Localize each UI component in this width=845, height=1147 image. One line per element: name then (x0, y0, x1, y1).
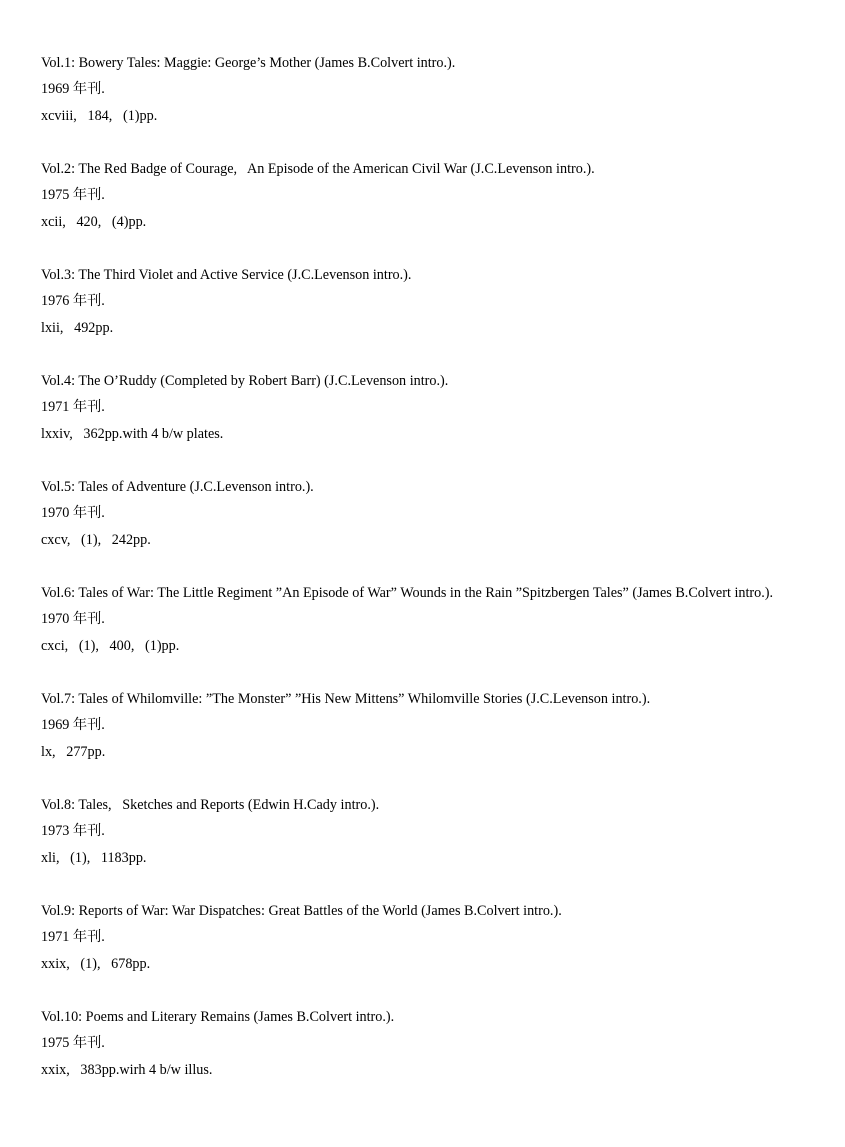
volume-title: Vol.2: The Red Badge of Courage, An Episode of the American Civil War (J.C.Levenson intro.). (41, 161, 595, 177)
volume-year: 1975 年刊. (41, 187, 105, 204)
volume-year: 1969 年刊. (41, 81, 105, 98)
volume-pages: xcviii, 184, (1)pp. (41, 107, 158, 124)
volume-entry (41, 50, 831, 156)
volume-pages: cxci, (1), 400, (1)pp. (41, 637, 180, 654)
volume-title: Vol.8: Tales, Sketches and Reports (Edwin H.Cady intro.). (41, 797, 380, 813)
volume-pages: xli, (1), 1183pp. (41, 849, 147, 866)
volume-year: 1970 年刊. (41, 611, 105, 628)
volume-title: Vol.6: Tales of War: The Little Regiment ”An Episode of War” Wounds in the Rain ”Spitzbergen Tales” (James B.Colvert intro.). (41, 585, 774, 601)
volume-pages: xxix, 383pp.wirh 4 b/w illus. (41, 1061, 213, 1078)
volume-entry (41, 474, 831, 580)
volume-year: 1970 年刊. (41, 505, 105, 522)
volume-pages: xxix, (1), 678pp. (41, 955, 151, 972)
volume-title: Vol.1: Bowery Tales: Maggie: George’s Mother (James B.Colvert intro.). (41, 55, 456, 71)
volume-year: 1973 年刊. (41, 823, 105, 840)
volume-entry (41, 580, 831, 686)
volume-pages: lx, 277pp. (41, 743, 106, 760)
volume-year: 1971 年刊. (41, 399, 105, 416)
volume-entry (41, 792, 831, 898)
volume-year: 1976 年刊. (41, 293, 105, 310)
volume-entry (41, 898, 831, 1004)
volume-entry (41, 156, 831, 262)
volume-title: Vol.5: Tales of Adventure (J.C.Levenson intro.). (41, 479, 314, 495)
volume-title: Vol.4: The O’Ruddy (Completed by Robert Barr) (J.C.Levenson intro.). (41, 373, 449, 389)
volume-pages: lxxiv, 362pp.with 4 b/w plates. (41, 425, 224, 442)
volume-pages: xcii, 420, (4)pp. (41, 213, 147, 230)
volume-entry (41, 686, 831, 792)
volume-entry (41, 262, 831, 368)
volume-title: Vol.7: Tales of Whilomville: ”The Monster” ”His New Mittens” Whilomville Stories (J.C.Levenson intro.). (41, 691, 651, 707)
volume-year: 1971 年刊. (41, 929, 105, 946)
volume-entry (41, 1004, 831, 1110)
volume-title: Vol.9: Reports of War: War Dispatches: Great Battles of the World (James B.Colvert intro.). (41, 903, 562, 919)
volume-pages: lxii, 492pp. (41, 319, 114, 336)
volume-entry (41, 368, 831, 474)
volume-list (41, 50, 831, 1110)
volume-year: 1969 年刊. (41, 717, 105, 734)
volume-title: Vol.3: The Third Violet and Active Service (J.C.Levenson intro.). (41, 267, 412, 283)
volume-title: Vol.10: Poems and Literary Remains (James B.Colvert intro.). (41, 1009, 395, 1025)
volume-year: 1975 年刊. (41, 1035, 105, 1052)
volume-pages: cxcv, (1), 242pp. (41, 531, 151, 548)
